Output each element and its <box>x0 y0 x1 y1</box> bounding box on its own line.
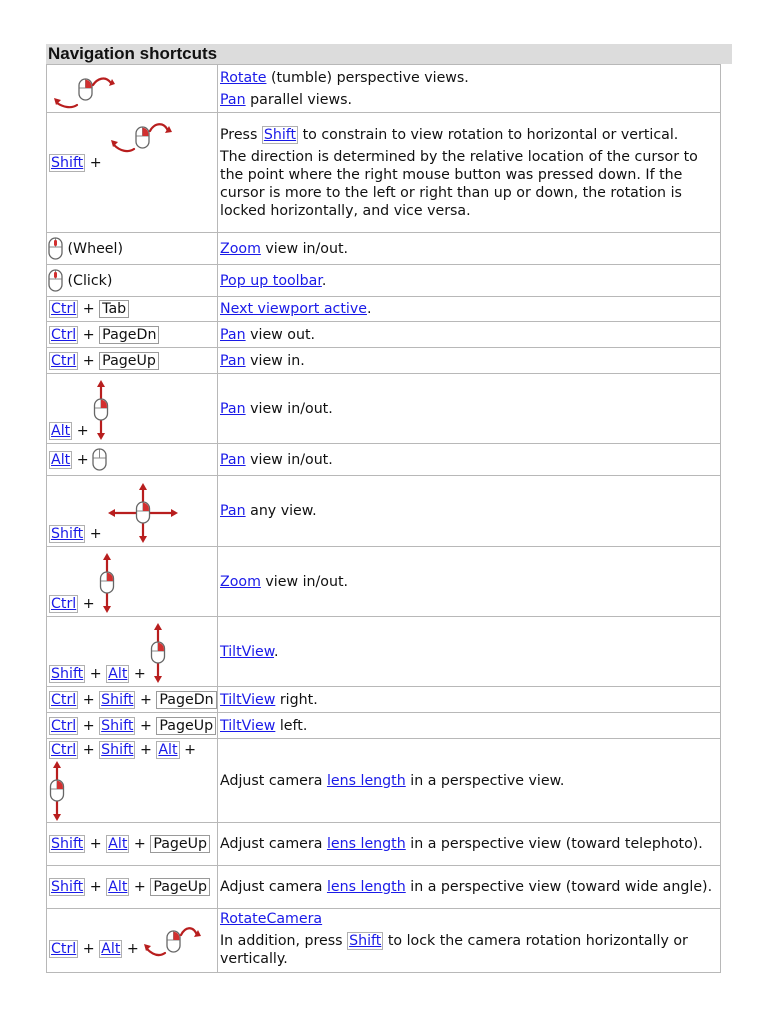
table-row <box>47 374 721 444</box>
desc-cell <box>218 476 721 547</box>
table-row <box>47 297 721 322</box>
alt-key-link[interactable]: Alt <box>158 742 178 758</box>
plus-text: + <box>89 836 102 852</box>
keys-cell <box>47 823 218 866</box>
rotatecamera-link[interactable]: RotateCamera <box>220 911 323 927</box>
table-row <box>47 265 721 297</box>
shift-key-link[interactable]: Shift <box>51 526 84 542</box>
desc-cell <box>218 866 721 909</box>
keys-cell <box>47 348 218 374</box>
desc-text: parallel views. <box>245 91 352 108</box>
pageup-key: PageUp <box>150 878 210 896</box>
alt-key-link[interactable]: Alt <box>51 451 71 468</box>
plus-text: + <box>82 301 95 317</box>
desc-cell <box>218 547 721 617</box>
plus-text: + <box>82 717 95 734</box>
keys-cell <box>47 444 218 476</box>
plus-text: + <box>89 155 102 171</box>
plus-text: + <box>133 836 146 852</box>
desc-cell <box>218 297 721 322</box>
popup-toolbar-link[interactable]: Pop up toolbar <box>220 272 322 289</box>
desc-cell <box>218 348 721 374</box>
ctrl-key-link[interactable]: Ctrl <box>51 717 77 734</box>
desc-text: view in/out. <box>260 240 349 257</box>
pan-link[interactable]: Pan <box>220 91 246 108</box>
keys-cell <box>47 233 218 265</box>
ctrl-key-link[interactable]: Ctrl <box>51 691 77 708</box>
keys-cell <box>47 374 218 444</box>
desc-text: in a perspective view (toward telephoto). <box>405 836 703 852</box>
table-row <box>47 687 721 713</box>
desc-text: (tumble) perspective views. <box>266 69 469 86</box>
desc-text: any view. <box>245 503 317 519</box>
shift-key-link[interactable]: Shift <box>51 666 84 682</box>
desc-text: view in. <box>245 352 305 369</box>
desc-cell <box>218 65 721 113</box>
shift-key-link[interactable]: Shift <box>101 742 134 758</box>
plus-text: + <box>184 742 196 758</box>
keys-cell <box>47 476 218 547</box>
desc-text: The direction is determined by the relative location of the cursor to the point where the right mouse button was pressed down. If the cursor is more to the left or right than up or down, the rotation is locked horizontally, and vice versa. <box>220 148 698 219</box>
desc-text: left. <box>275 717 308 734</box>
ctrl-key-link[interactable]: Ctrl <box>51 352 77 369</box>
alt-key-link[interactable]: Alt <box>51 423 71 439</box>
click-label: (Click) <box>67 272 113 289</box>
plus-text: + <box>139 691 152 708</box>
desc-cell <box>218 823 721 866</box>
desc-text: right. <box>275 691 318 708</box>
desc-text: in a perspective view (toward wide angle). <box>405 879 713 895</box>
table-row <box>47 444 721 476</box>
pan-link[interactable]: Pan <box>220 503 246 519</box>
key-combo <box>49 741 215 759</box>
keys-cell <box>47 322 218 348</box>
mouse-vertical-drag-icon <box>99 553 115 613</box>
plus-text: + <box>133 879 146 895</box>
plus-text: + <box>89 879 102 895</box>
mouse-rotate-icon <box>106 115 186 159</box>
desc-text: in a perspective view. <box>405 772 565 789</box>
keys-cell <box>47 739 218 823</box>
desc-cell <box>218 113 721 233</box>
table-row <box>47 909 721 973</box>
keys-cell <box>47 866 218 909</box>
keys-cell <box>47 617 218 687</box>
pan-link[interactable]: Pan <box>220 352 246 369</box>
desc-cell <box>218 374 721 444</box>
plus-text: + <box>89 526 102 542</box>
shift-key-link[interactable]: Shift <box>51 879 84 895</box>
table-row <box>47 866 721 909</box>
shortcuts-table <box>46 64 721 973</box>
desc-text: view out. <box>245 326 316 343</box>
plus-text: + <box>82 326 95 343</box>
plus-text: + <box>139 742 152 758</box>
desc-text: Press <box>220 126 262 143</box>
plus-text: + <box>76 451 89 468</box>
mouse-vertical-drag-icon <box>93 380 109 440</box>
desc-text: view in/out. <box>245 451 333 468</box>
tiltview-link[interactable]: TiltView <box>220 691 276 708</box>
mouse-rotate-icon <box>143 919 207 963</box>
lens-length-link[interactable]: lens length <box>326 879 406 895</box>
alt-key-link[interactable]: Alt <box>108 666 128 682</box>
desc-text: Adjust camera <box>220 836 327 852</box>
desc-text: to lock the camera rotation horizontally or vertically. <box>220 933 688 967</box>
table-row <box>47 65 721 113</box>
desc-cell <box>218 444 721 476</box>
ctrl-key-link[interactable]: Ctrl <box>51 596 77 612</box>
desc-cell <box>218 687 721 713</box>
mouse-icon <box>93 449 107 471</box>
alt-key-link[interactable]: Alt <box>108 836 128 852</box>
wheel-label: (Wheel) <box>67 240 124 257</box>
pan-link[interactable]: Pan <box>220 400 246 417</box>
zoom-link[interactable]: Zoom <box>220 240 261 257</box>
desc-text: . <box>274 643 279 660</box>
section-title: Navigation shortcuts <box>46 44 732 64</box>
desc-text: Adjust camera <box>220 772 327 789</box>
desc-cell <box>218 265 721 297</box>
keys-cell <box>47 687 218 713</box>
mouse-vertical-drag-icon <box>49 761 65 821</box>
pagedn-key: PageDn <box>156 691 216 709</box>
keys-cell <box>47 909 218 973</box>
shift-key-link[interactable]: Shift <box>101 691 134 708</box>
desc-cell <box>218 322 721 348</box>
plus-text: + <box>82 352 95 369</box>
next-viewport-link[interactable]: Next viewport active <box>220 301 367 317</box>
alt-key-link[interactable]: Alt <box>101 940 121 957</box>
ctrl-key-link[interactable]: Ctrl <box>51 940 77 957</box>
pageup-key: PageUp <box>156 717 216 735</box>
shift-key-link[interactable]: Shift <box>349 933 382 949</box>
ctrl-key-link[interactable]: Ctrl <box>51 301 77 317</box>
plus-text: + <box>82 596 95 612</box>
tiltview-link[interactable]: TiltView <box>220 643 275 660</box>
plus-text: + <box>139 717 152 734</box>
pageup-key: PageUp <box>150 835 210 853</box>
desc-text: Adjust camera <box>220 879 327 895</box>
desc-text: view in/out. <box>245 400 333 417</box>
lens-length-link[interactable]: lens length <box>326 772 406 789</box>
keys-cell <box>47 547 218 617</box>
pageup-key: PageUp <box>99 352 159 370</box>
mouse-vertical-drag-icon <box>150 623 166 683</box>
pan-link[interactable]: Pan <box>220 451 246 468</box>
desc-cell <box>218 739 721 823</box>
table-row <box>47 348 721 374</box>
shift-key-link[interactable]: Shift <box>51 836 84 852</box>
table-row <box>47 113 721 233</box>
mouse-icon <box>49 270 63 292</box>
rotate-link[interactable]: Rotate <box>220 69 267 86</box>
desc-cell <box>218 713 721 739</box>
ctrl-key-link[interactable]: Ctrl <box>51 742 77 758</box>
shift-key-link[interactable]: Shift <box>51 155 84 171</box>
shift-key-link[interactable]: Shift <box>101 717 134 734</box>
desc-text: . <box>321 272 327 289</box>
plus-text: + <box>82 742 95 758</box>
shift-key-link[interactable]: Shift <box>263 126 297 143</box>
pagedn-key: PageDn <box>99 326 159 344</box>
tiltview-link[interactable]: TiltView <box>220 717 276 734</box>
keys-cell <box>47 265 218 297</box>
plus-text: + <box>126 940 139 957</box>
plus-text: + <box>76 423 89 439</box>
table-row <box>47 547 721 617</box>
ctrl-key-link[interactable]: Ctrl <box>51 326 77 343</box>
table-row <box>47 823 721 866</box>
plus-text: + <box>82 691 95 708</box>
keys-cell <box>47 113 218 233</box>
mouse-icon <box>49 238 63 260</box>
zoom-link[interactable]: Zoom <box>220 573 261 590</box>
desc-text: to constrain to view rotation to horizontal or vertical. <box>298 126 679 143</box>
keys-cell <box>47 713 218 739</box>
table-row <box>47 739 721 823</box>
desc-cell <box>218 233 721 265</box>
table-row <box>47 617 721 687</box>
mouse-rotate-icon <box>49 67 129 111</box>
tab-key: Tab <box>99 300 129 318</box>
table-row <box>47 322 721 348</box>
desc-text: . <box>366 301 372 317</box>
desc-text: view in/out. <box>260 573 349 590</box>
desc-text: In addition, press <box>220 933 348 949</box>
desc-cell <box>218 617 721 687</box>
plus-text: + <box>89 666 102 682</box>
plus-text: + <box>82 940 95 957</box>
keys-cell <box>47 65 218 113</box>
table-row <box>47 713 721 739</box>
mouse-four-way-drag-icon <box>108 483 178 543</box>
table-row <box>47 476 721 547</box>
desc-cell <box>218 909 721 973</box>
keys-cell <box>47 297 218 322</box>
pan-link[interactable]: Pan <box>220 326 246 343</box>
plus-text: + <box>133 666 146 682</box>
table-row <box>47 233 721 265</box>
lens-length-link[interactable]: lens length <box>326 836 406 852</box>
alt-key-link[interactable]: Alt <box>108 879 128 895</box>
